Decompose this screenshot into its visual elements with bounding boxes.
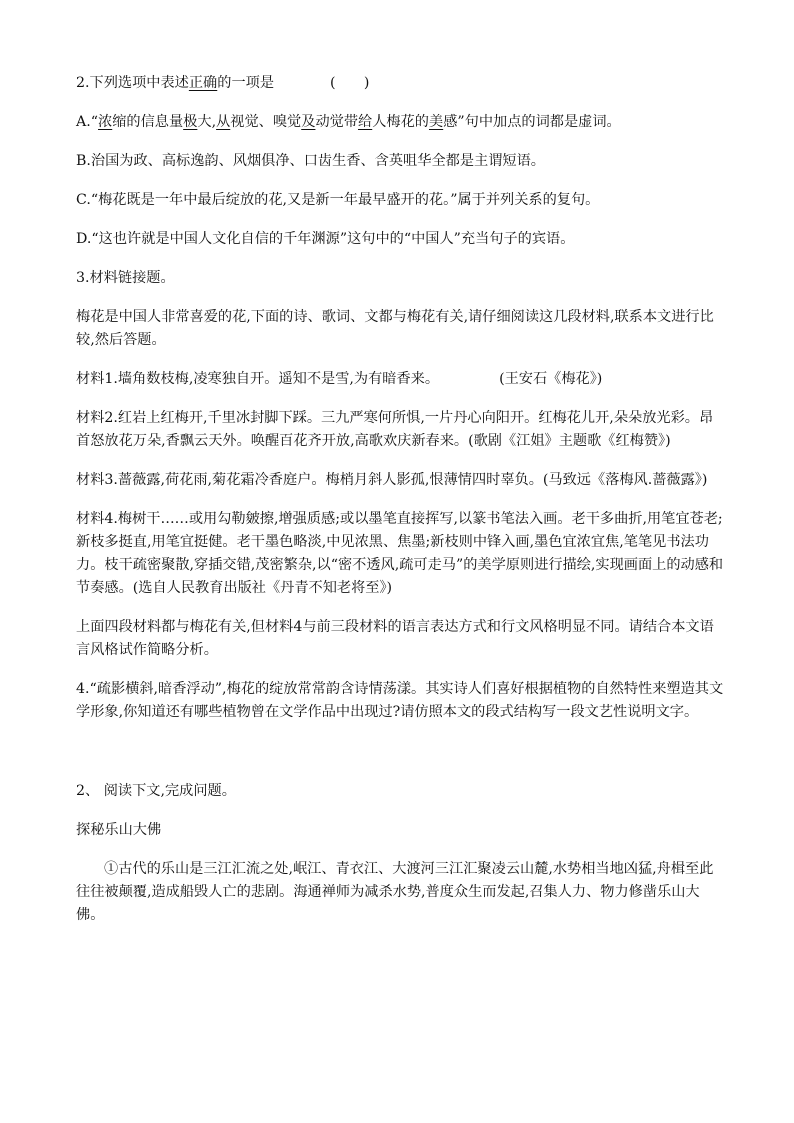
material-1-text: 材料1.墙角数枝梅,凌寒独自开。遥知不是雪,为有暗香来。: [76, 371, 440, 387]
article-title: 探秘乐山大佛: [76, 822, 162, 838]
stem-text-end: 的一项是: [217, 75, 275, 91]
option-a-text: 大,: [197, 114, 217, 130]
material-1-source: (王安石《梅花》): [499, 371, 603, 387]
section-2-heading: 2、 阅读下文,完成问题。: [76, 783, 236, 799]
dotted-word: 从: [216, 114, 231, 130]
document-page: [76, 72, 724, 927]
option-c: C.“梅花既是一年中最后绽放的花,又是新一年最早盛开的花。”属于并列关系的复句。: [76, 192, 600, 208]
dotted-word: 极: [183, 114, 198, 130]
question-3-title: 3.材料链接题。: [76, 270, 175, 286]
option-a-text: 人梅花的: [372, 114, 429, 130]
option-a: [76, 111, 724, 134]
dotted-word: 美: [428, 114, 444, 130]
question-3-prompt: 上面四段材料都与梅花有关,但材料4与前三段材料的语言表达方式和行文风格明显不同。请结合本文语言风格试作简略分析。: [76, 619, 714, 658]
answer-blank: ( ): [330, 75, 370, 91]
dotted-word: 及: [301, 114, 316, 130]
option-b: B.治国为政、高标逸韵、风烟俱净、口齿生香、含英咀华全都是主谓短语。: [76, 153, 545, 169]
material-3: 材料3.蔷薇露,荷花雨,菊花霜冷香庭户。梅梢月斜人影孤,恨薄情四时辜负。(马致远《落梅风.蔷薇露》): [76, 472, 708, 488]
option-d: D.“这也许就是中国人文化自信的千年渊源”这句中的“中国人”充当句子的宾语。: [76, 231, 575, 247]
material-2: 材料2.红岩上红梅开,千里冰封脚下踩。三九严寒何所惧,一片丹心向阳开。红梅花儿开,朵朵放光彩。昂首怒放花万朵,香飘云天外。唤醒百花齐开放,高歌欢庆新春来。(歌剧《江姐》主题歌《红梅赞》): [76, 410, 714, 449]
question-3-intro: 梅花是中国人非常喜爱的花,下面的诗、歌词、文都与梅花有关,请仔细阅读这几段材料,联系本文进行比较,然后答题。: [76, 309, 714, 348]
option-a-text: A.“: [76, 114, 99, 130]
dotted-word: 浓: [98, 114, 113, 130]
question-4: 4.“疏影横斜,暗香浮动”,梅花的绽放常常韵含诗情荡漾。其实诗人们喜好根据植物的自然特性来塑造其文学形象,你知道还有哪些植物曾在文学作品中出现过?请仿照本文的段式结构写一段文艺性说明文字。: [76, 681, 724, 720]
question-2-stem: [76, 72, 724, 95]
stem-underlined: 正确: [188, 75, 218, 91]
option-a-text: 动觉带: [315, 114, 359, 130]
dotted-word: 给: [358, 114, 373, 130]
material-1: [76, 368, 724, 391]
material-4: 材料4.梅树干……或用勾勒皴擦,增强质感;或以墨笔直接挥写,以篆书笔法入画。老干多曲折,用笔宜苍老;新枝多挺直,用笔宜挺健。老干墨色略淡,中见浓黑、焦墨;新枝则中锋入画,墨色宜浓宜焦,笔笔见书法功力。枝干疏密聚散,穿插交错,茂密繁杂,以“密不透风,疏可走马”的美学原则进行描绘,实现画面上的动感和节奏感。(选自人民教育出版社《丹青不知老将至》): [76, 511, 724, 596]
option-a-text: 视觉、嗅觉: [230, 114, 302, 130]
option-a-text: 感”句中加点的词都是虚词。: [443, 114, 621, 130]
option-a-text: 缩的信息量: [112, 114, 184, 130]
stem-text: 2.下列选项中表述: [76, 75, 189, 91]
article-paragraph-1: ①古代的乐山是三江汇流之处,岷江、青衣江、大渡河三江汇聚凌云山麓,水势相当地凶猛,舟楫至此往往被颠覆,造成船毁人亡的悲剧。海通禅师为减杀水势,普度众生而发起,召集人力、物力修凿乐山大佛。: [76, 861, 714, 923]
